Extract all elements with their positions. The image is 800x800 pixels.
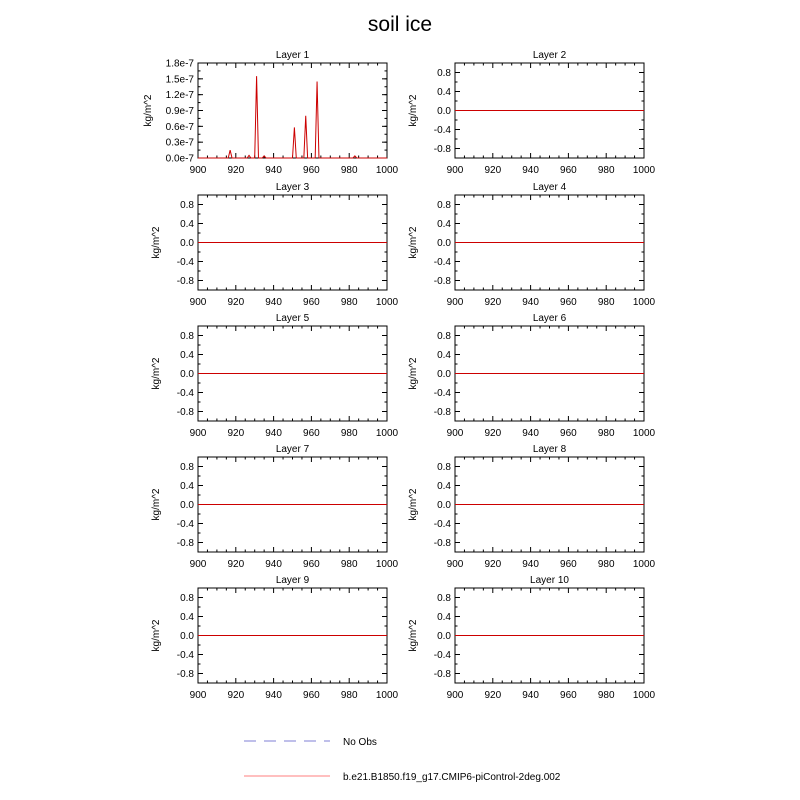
chart-panel-9	[151, 575, 399, 701]
y-tick-label: 1.8e-7	[165, 58, 194, 70]
y-axis-label: kg/m^2	[408, 488, 419, 521]
x-tick-label: 960	[560, 165, 577, 176]
x-tick-label: 920	[484, 559, 502, 570]
x-tick-label: 900	[446, 690, 464, 701]
y-tick-label: -0.8	[433, 276, 451, 287]
y-tick-label: 0.9e-7	[165, 106, 194, 117]
legend-label-model: b.e21.B1850.f19_g17.CMIP6-piControl-2deg.002	[343, 772, 561, 783]
y-tick-label: -0.4	[176, 650, 194, 661]
chart-panel-5	[151, 313, 399, 439]
x-tick-label: 980	[340, 428, 358, 439]
y-axis-label: kg/m^2	[143, 94, 154, 127]
x-tick-label: 1000	[375, 559, 399, 570]
x-tick-label: 960	[560, 559, 577, 570]
y-tick-label: 0.0	[180, 369, 194, 380]
x-tick-label: 920	[484, 428, 502, 439]
x-tick-label: 900	[189, 297, 207, 308]
y-tick-label: 0.8	[437, 593, 451, 604]
chart-panel-10	[408, 575, 656, 701]
x-tick-label: 960	[303, 165, 320, 176]
panel-title: Layer 5	[275, 313, 310, 324]
x-tick-label: 940	[265, 559, 282, 570]
y-tick-label: 0.0	[437, 106, 451, 117]
y-tick-label: 0.4	[180, 350, 194, 361]
y-tick-label: 0.0	[180, 631, 194, 642]
x-tick-label: 1000	[375, 297, 399, 308]
panel-title: Layer 2	[532, 50, 567, 61]
x-tick-label: 980	[597, 297, 615, 308]
x-tick-label: 900	[189, 428, 207, 439]
x-tick-label: 940	[522, 297, 539, 308]
x-tick-label: 980	[340, 297, 358, 308]
y-tick-label: -0.8	[176, 538, 194, 549]
chart-panel-7	[151, 444, 399, 570]
x-tick-label: 920	[227, 559, 245, 570]
y-tick-label: 0.4	[437, 481, 451, 492]
x-tick-label: 920	[484, 690, 502, 701]
y-tick-label: 0.0e-7	[165, 153, 194, 165]
x-tick-label: 980	[597, 690, 615, 701]
x-tick-label: 1000	[632, 428, 656, 439]
x-tick-label: 900	[189, 165, 207, 176]
y-tick-label: 0.4	[437, 612, 451, 623]
y-tick-label: -0.8	[176, 669, 194, 680]
x-tick-label: 920	[227, 428, 245, 439]
legend	[244, 737, 561, 783]
y-tick-label: -0.4	[433, 650, 451, 661]
y-tick-label: 0.4	[437, 87, 451, 98]
x-tick-label: 1000	[632, 297, 656, 308]
y-tick-label: -0.4	[433, 125, 451, 136]
chart-panel-2	[408, 50, 656, 176]
x-tick-label: 920	[484, 297, 502, 308]
x-tick-label: 1000	[375, 690, 399, 701]
x-tick-label: 900	[189, 690, 207, 701]
x-tick-label: 960	[560, 297, 577, 308]
y-tick-label: 0.4	[180, 612, 194, 623]
y-tick-label: 0.8	[180, 200, 194, 211]
panel-title: Layer 8	[532, 444, 567, 455]
y-tick-label: -0.4	[433, 257, 451, 268]
y-axis-label: kg/m^2	[408, 619, 419, 652]
x-tick-label: 960	[303, 690, 320, 701]
x-tick-label: 940	[522, 165, 539, 176]
x-tick-label: 1000	[632, 690, 656, 701]
y-tick-label: 0.3e-7	[165, 137, 194, 149]
chart-panel-4	[408, 182, 656, 308]
x-tick-label: 940	[522, 690, 539, 701]
x-tick-label: 1000	[632, 559, 656, 570]
x-tick-label: 900	[189, 559, 207, 570]
x-tick-label: 980	[340, 165, 358, 176]
y-tick-label: 0.0	[437, 631, 451, 642]
x-tick-label: 980	[340, 690, 358, 701]
y-tick-label: 0.4	[180, 219, 194, 230]
y-tick-label: -0.8	[433, 669, 451, 680]
figure-title: soil ice	[367, 13, 433, 36]
panel-title: Layer 4	[532, 182, 567, 193]
x-tick-label: 1000	[632, 165, 656, 176]
y-axis-label: kg/m^2	[151, 488, 162, 521]
y-tick-label: 0.6e-7	[165, 121, 194, 133]
x-tick-label: 900	[446, 297, 464, 308]
x-tick-label: 960	[303, 428, 320, 439]
y-tick-label: 0.4	[437, 219, 451, 230]
panel-title: Layer 3	[275, 182, 310, 193]
x-tick-label: 980	[597, 559, 615, 570]
panel-title: Layer 10	[530, 575, 569, 586]
x-tick-label: 940	[522, 428, 539, 439]
y-axis-label: kg/m^2	[151, 357, 162, 390]
x-tick-label: 980	[340, 559, 358, 570]
y-axis-label: kg/m^2	[151, 619, 162, 652]
x-tick-label: 940	[265, 690, 282, 701]
chart-panel-1	[143, 50, 399, 176]
y-tick-label: 0.8	[437, 462, 451, 473]
x-tick-label: 900	[446, 428, 464, 439]
y-tick-label: -0.8	[433, 144, 451, 155]
y-tick-label: -0.8	[176, 407, 194, 418]
y-tick-label: -0.8	[433, 407, 451, 418]
panel-title: Layer 9	[275, 575, 310, 586]
y-tick-label: -0.4	[433, 388, 451, 399]
panel-grid	[143, 50, 656, 701]
x-tick-label: 900	[446, 165, 464, 176]
y-tick-label: 0.4	[437, 350, 451, 361]
x-tick-label: 940	[265, 165, 282, 176]
y-tick-label: 1.2e-7	[165, 90, 194, 102]
y-axis-label: kg/m^2	[408, 94, 419, 127]
y-tick-label: -0.8	[176, 276, 194, 287]
x-tick-label: 920	[227, 297, 245, 308]
y-tick-label: 0.0	[437, 238, 451, 249]
x-tick-label: 960	[560, 428, 577, 439]
y-tick-label: 0.8	[437, 68, 451, 79]
y-tick-label: 0.8	[437, 331, 451, 342]
y-tick-label: 0.0	[437, 500, 451, 511]
x-tick-label: 980	[597, 165, 615, 176]
y-tick-label: -0.4	[176, 519, 194, 530]
y-tick-label: 1.5e-7	[165, 74, 194, 86]
chart-panel-3	[151, 182, 399, 308]
y-tick-label: 0.4	[180, 481, 194, 492]
legend-label-no-obs: No Obs	[343, 737, 377, 748]
y-axis-label: kg/m^2	[408, 357, 419, 390]
x-tick-label: 960	[560, 690, 577, 701]
x-tick-label: 920	[227, 165, 245, 176]
x-tick-label: 920	[227, 690, 245, 701]
x-tick-label: 1000	[375, 428, 399, 439]
series-line	[198, 76, 387, 158]
x-tick-label: 940	[265, 297, 282, 308]
x-tick-label: 960	[303, 297, 320, 308]
y-tick-label: -0.4	[176, 388, 194, 399]
y-tick-label: -0.4	[433, 519, 451, 530]
y-tick-label: -0.8	[433, 538, 451, 549]
y-tick-label: 0.8	[180, 462, 194, 473]
chart-panel-6	[408, 313, 656, 439]
y-tick-label: -0.4	[176, 257, 194, 268]
y-axis-label: kg/m^2	[408, 226, 419, 259]
panel-title: Layer 7	[275, 444, 310, 455]
x-tick-label: 940	[522, 559, 539, 570]
y-tick-label: 0.8	[437, 200, 451, 211]
x-tick-label: 980	[597, 428, 615, 439]
y-tick-label: 0.0	[180, 238, 194, 249]
y-tick-label: 0.8	[180, 331, 194, 342]
x-tick-label: 900	[446, 559, 464, 570]
y-tick-label: 0.0	[437, 369, 451, 380]
panel-title: Layer 6	[532, 313, 567, 324]
panel-title: Layer 1	[275, 50, 310, 61]
y-tick-label: 0.0	[180, 500, 194, 511]
plot-frame	[198, 63, 387, 158]
x-tick-label: 1000	[375, 165, 399, 176]
x-tick-label: 960	[303, 559, 320, 570]
y-axis-label: kg/m^2	[151, 226, 162, 259]
x-tick-label: 940	[265, 428, 282, 439]
x-tick-label: 920	[484, 165, 502, 176]
y-tick-label: 0.8	[180, 593, 194, 604]
chart-panel-8	[408, 444, 656, 570]
